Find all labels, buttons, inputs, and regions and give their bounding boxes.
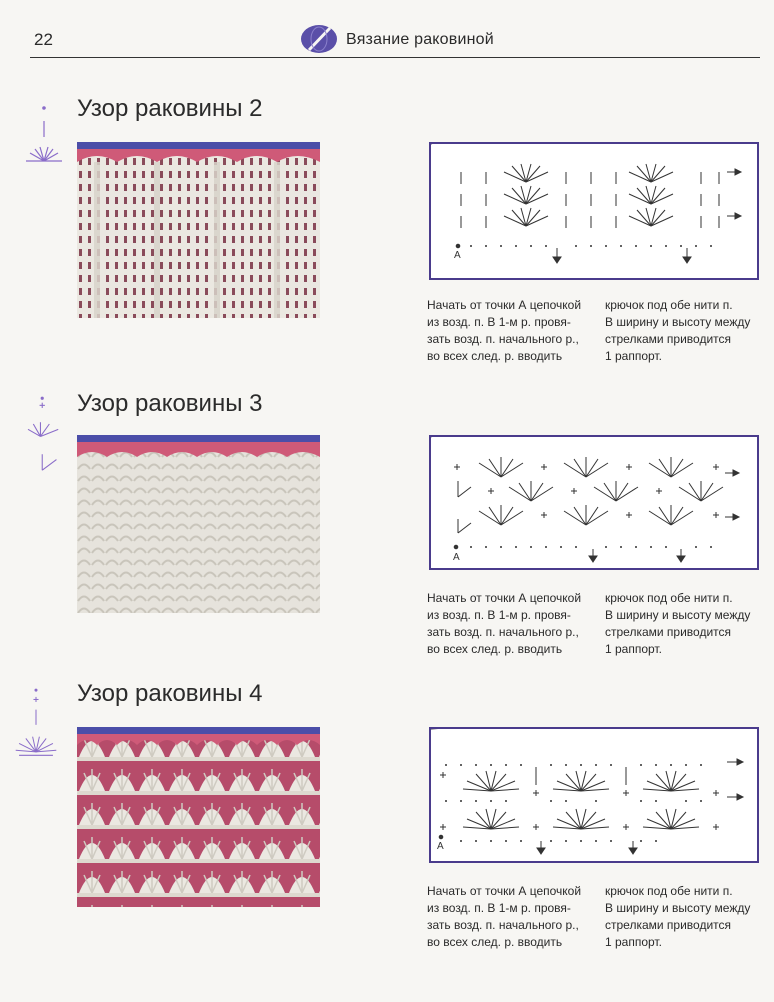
section-title: Узор раковины 4	[77, 680, 263, 707]
section-title: Узор раковины 2	[77, 95, 263, 122]
diagram-start-label: A	[437, 841, 444, 852]
diagram-start-label: A	[453, 552, 460, 563]
stitch-diagram	[429, 435, 759, 570]
logo-icon	[300, 24, 338, 54]
section-title: Узор раковины 3	[77, 390, 263, 417]
description-left: Начать от точки А цепочкой из возд. п. В 1-м р. провя- зать возд. п. начального р., во всех след. р. вводить	[427, 591, 582, 656]
fan-symbol-icon	[22, 98, 66, 178]
diagram-start-label: A	[454, 250, 461, 261]
fan-symbol-icon	[22, 392, 66, 472]
stitch-diagram	[429, 727, 759, 863]
running-title: Вязание раковиной	[346, 31, 494, 48]
description-right: крючок под обе нити п. В ширину и высоту между стрелками приводится 1 раппорт.	[605, 298, 751, 363]
stitch-diagram	[429, 142, 759, 280]
fan-symbol-icon	[14, 684, 58, 764]
swatch-photo	[77, 435, 320, 613]
description-right: крючок под обе нити п. В ширину и высоту между стрелками приводится 1 раппорт.	[605, 591, 751, 656]
description-left: Начать от точки А цепочкой из возд. п. В 1-м р. провя- зать возд. п. начального р., во всех след. р. вводить	[427, 298, 582, 363]
swatch-photo	[77, 142, 320, 318]
page-number: 22	[34, 30, 53, 49]
swatch-photo	[77, 727, 320, 907]
description-left: Начать от точки А цепочкой из возд. п. В 1-м р. провя- зать возд. п. начального р., во всех след. р. вводить	[427, 884, 582, 949]
description-right: крючок под обе нити п. В ширину и высоту между стрелками приводится 1 раппорт.	[605, 884, 751, 949]
header-rule	[30, 57, 760, 58]
